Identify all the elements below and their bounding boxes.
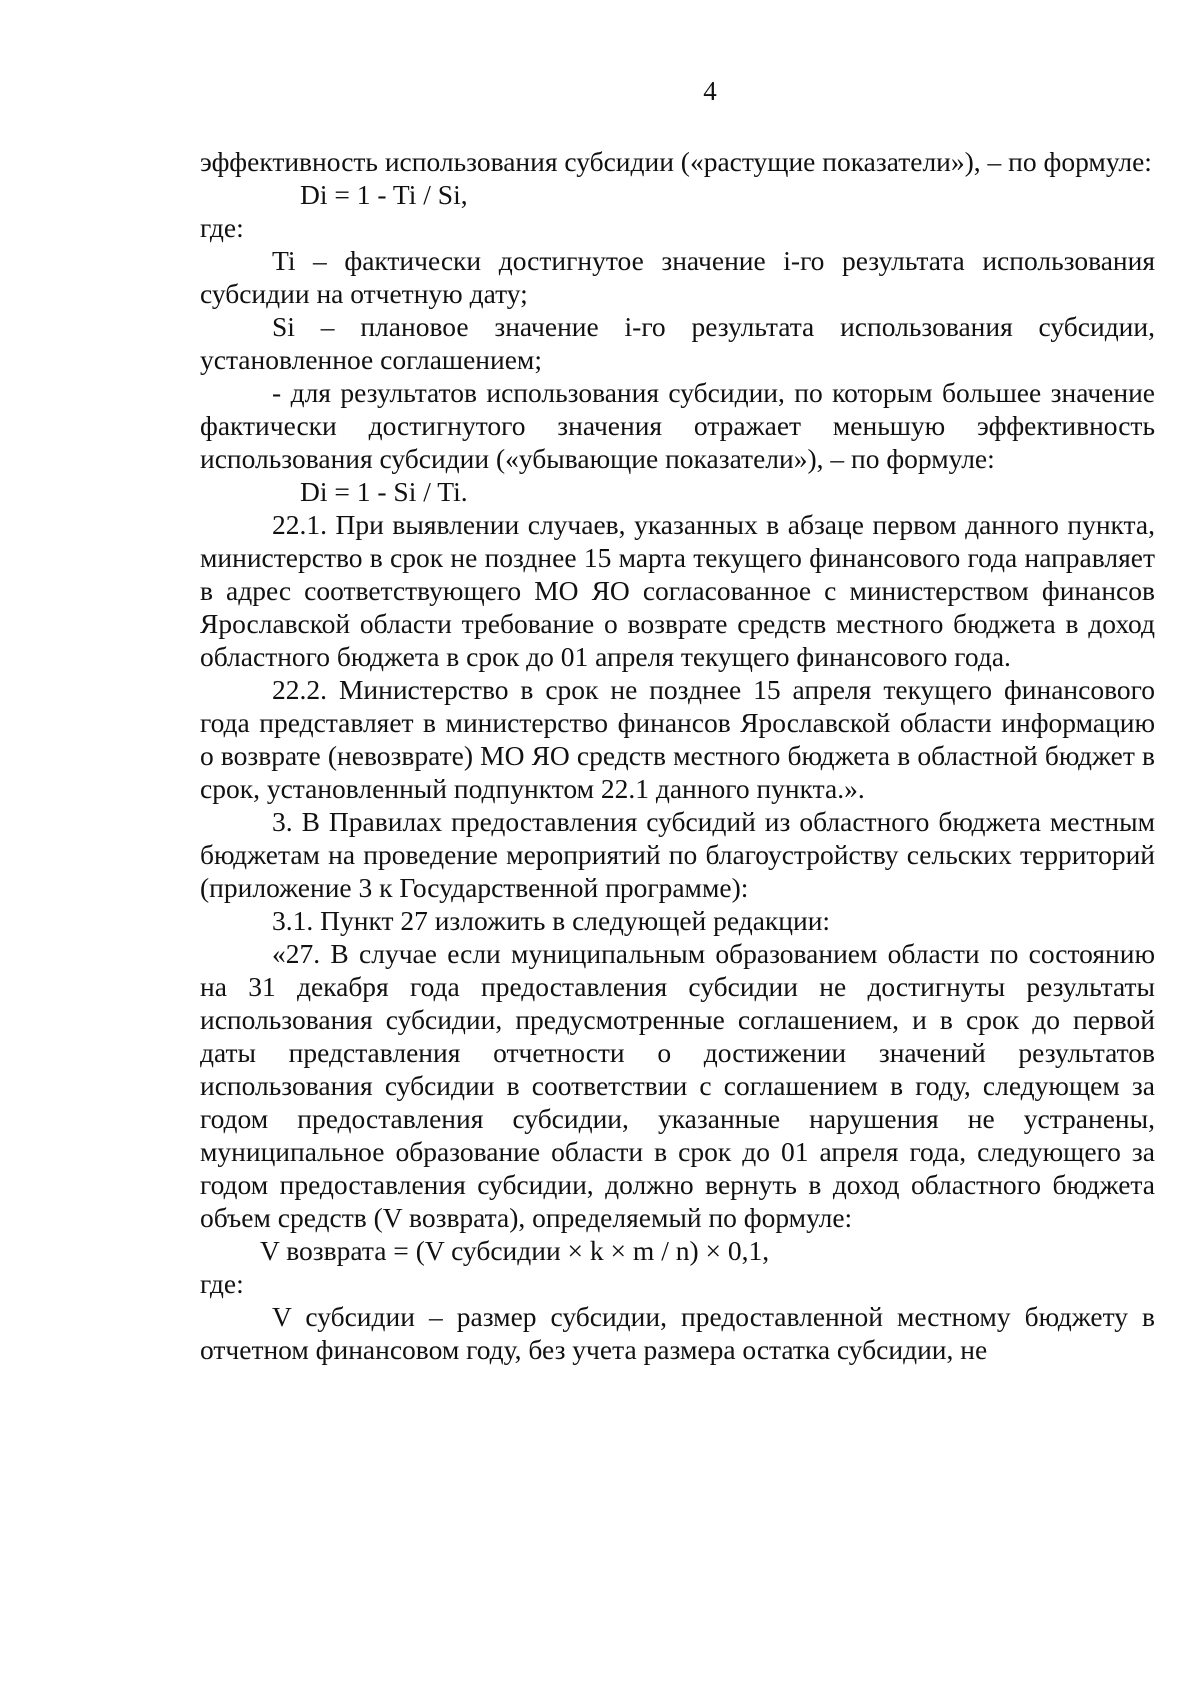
where-label: где:: [200, 212, 244, 243]
paragraph-growing-indicators: эффективность использования субсидии («растущие показатели»), – по формуле:: [200, 146, 1152, 177]
paragraph-3: 3. В Правилах предоставления субсидий из областного бюджета местным бюджетам на проведение мероприятий по благоустройству сельских территорий (приложение 3 к Государственной программе):: [200, 806, 1155, 903]
where-label-2: где:: [200, 1268, 244, 1299]
definition-ti: Ti – фактически достигнутое значение i-го результата использования субсидии на отчетную дату;: [200, 245, 1155, 309]
definition-si: Si – плановое значение i-го результата использования субсидии, установленное соглашением;: [200, 311, 1155, 375]
definition-v-subsidy: V субсидии – размер субсидии, предоставленной местному бюджету в отчетном финансовом году, без учета размера остатка субсидии, не: [200, 1301, 1155, 1365]
formula-v-return: V возврата = (V субсидии × k × m / n) × 0,1,: [260, 1235, 770, 1266]
page-number: 4: [703, 76, 717, 106]
paragraph-decreasing-indicators: - для результатов использования субсидии, по которым большее значение фактически достигнутого значения отражает меньшую эффективность использования субсидии («убывающие показатели»), – по формуле:: [200, 377, 1155, 474]
paragraph-22-2: 22.2. Министерство в срок не позднее 15 апреля текущего финансового года представляет в министерство финансов Ярославской области информацию о возврате (невозврате) МО ЯО средств местного бюджета в областной бюджет в срок, установленный подпунктом 22.1 данного пункта.».: [200, 674, 1155, 804]
formula-di-decreasing: Di = 1 - Si / Ti.: [300, 476, 468, 507]
paragraph-27: «27. В случае если муниципальным образованием области по состоянию на 31 декабря года предоставления субсидии не достигнуты результаты использования субсидии, предусмотренные соглашением, и в срок до первой даты представления отчетности о достижении значений результатов использования субсидии в соответствии с соглашением в году, следующем за годом предоставления субсидии, указанные нарушения не устранены, муниципальное образование области в срок до 01 апреля года, следующего за годом предоставления субсидии, должно вернуть в доход областного бюджета объем средств (V возврата), определяемый по формуле:: [200, 938, 1155, 1233]
paragraph-22-1: 22.1. При выявлении случаев, указанных в абзаце первом данного пункта, министерство в срок не позднее 15 марта текущего финансового года направляет в адрес соответствующего МО ЯО согласованное с министерством финансов Ярославской области требование о возврате средств местного бюджета в доход областного бюджета в срок до 01 апреля текущего финансового года.: [200, 509, 1155, 672]
document-body: [200, 145, 1155, 1366]
paragraph-3-1: 3.1. Пункт 27 изложить в следующей редакции:: [272, 905, 831, 936]
formula-di-growing: Di = 1 - Ti / Si,: [300, 179, 468, 210]
